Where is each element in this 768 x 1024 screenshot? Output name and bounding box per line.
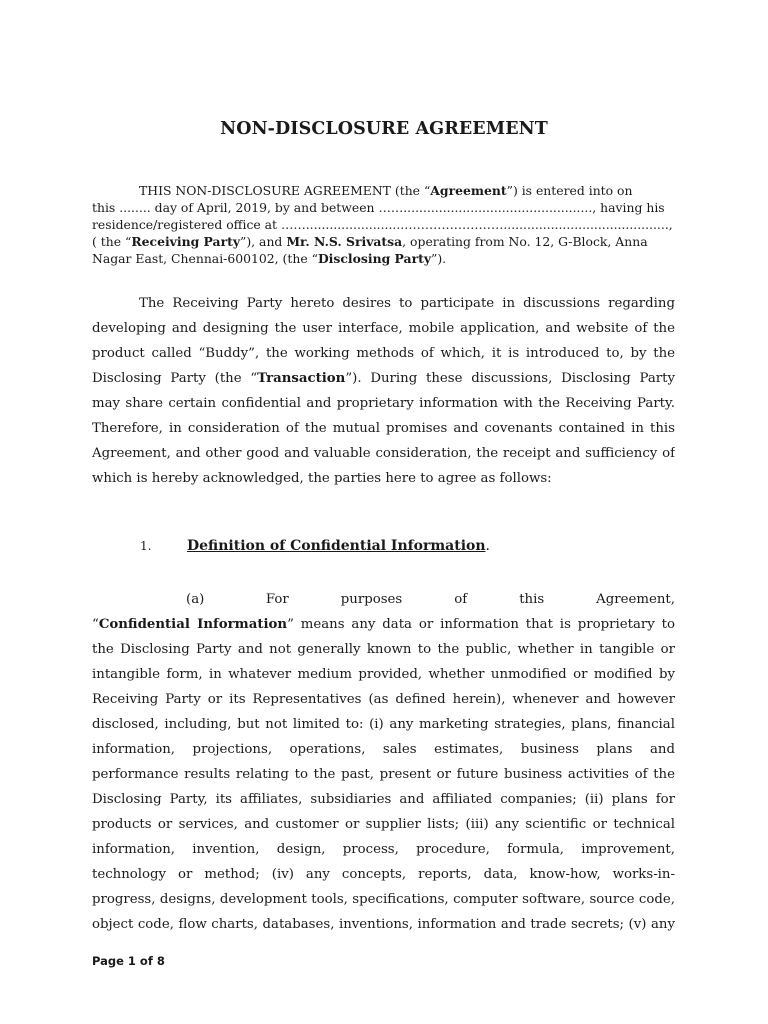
recital-paragraph [92, 291, 675, 491]
defined-term: Confidential Information [98, 617, 288, 632]
clause-line: disclosed, including, but not limited to: (i) any marketing strategies, plans, financial [92, 717, 675, 732]
section-title: Definition of Confidential Information [187, 538, 486, 554]
text: Disclosing Party (the “ [92, 371, 258, 386]
text: ( the “ [92, 234, 132, 249]
preamble-line: residence/registered office at …….........................…………………….........................................., [92, 217, 673, 232]
text: ”). [431, 251, 447, 266]
clause-line: intangible form, in whatever medium provided, whether unmodified or modified by [92, 667, 675, 682]
defined-term: Agreement [430, 183, 507, 198]
preamble-paragraph [92, 182, 672, 267]
preamble-line: this ........ day of April, 2019, by and between ……................................................, having his [92, 200, 665, 215]
party-name: Mr. N.S. Srivatsa [286, 234, 403, 249]
defined-term: Receiving Party [131, 234, 241, 249]
clause-line: technology or method; (iv) any concepts, reports, data, know-how, works-in- [92, 867, 675, 882]
clause-line [92, 612, 675, 637]
text: Nagar East, Chennai-600102, (the “ [92, 251, 318, 266]
defined-term: Disclosing Party [317, 251, 432, 266]
clause-line: progress, designs, development tools, specifications, computer software, source code, [92, 892, 675, 907]
section-1-heading [140, 538, 490, 554]
recital-line: may share certain confidential and proprietary information with the Receiving Party. [92, 396, 675, 411]
clause-a-paragraph [92, 587, 675, 937]
word: purposes [340, 592, 403, 607]
document-title: NON-DISCLOSURE AGREEMENT [220, 119, 548, 139]
clause-line: the Disclosing Party and not generally known to the public, whether in tangible or [92, 642, 675, 657]
preamble-line [92, 182, 672, 199]
page-number: Page 1 of 8 [92, 954, 165, 968]
defined-term: Transaction [257, 371, 346, 386]
word: this [519, 592, 545, 607]
clause-line: information, invention, design, process, procedure, formula, improvement, [92, 842, 675, 857]
text: “ [92, 617, 99, 632]
preamble-line [92, 250, 672, 267]
text: ” means any data or information that is proprietary to [287, 617, 675, 632]
clause-line: Receiving Party or its Representatives (as defined herein), whenever and however [92, 692, 675, 707]
word: of [454, 592, 468, 607]
preamble-line [92, 233, 672, 250]
recital-line: developing and designing the user interface, mobile application, and website of the [92, 321, 675, 336]
clause-line: Disclosing Party, its affiliates, subsidiaries and affiliated companies; (ii) plans for [92, 792, 675, 807]
text: ”), and [240, 234, 287, 249]
clause-line: performance results relating to the past, present or future business activities of the [92, 767, 675, 782]
recital-line: product called “Buddy”, the working methods of which, it is introduced to, by the [92, 346, 675, 361]
text: ”). During these discussions, Disclosing Party [345, 371, 675, 386]
clause-line: object code, flow charts, databases, inventions, information and trade secrets; (v) any [92, 917, 675, 932]
recital-line: Therefore, in consideration of the mutual promises and covenants contained in this [92, 421, 675, 436]
text: THIS NON-DISCLOSURE AGREEMENT (the “ [139, 183, 431, 198]
word: Agreement, [596, 592, 675, 607]
recital-line [92, 366, 675, 391]
text: , operating from No. 12, G-Block, Anna [402, 234, 648, 249]
clause-line [92, 587, 675, 612]
word: For [265, 592, 289, 607]
recital-line: Agreement, and other good and valuable consideration, the receipt and sufficiency of [92, 446, 675, 461]
clause-marker: (a) [186, 592, 205, 607]
text: ”) is entered into on [506, 183, 633, 198]
section-period: . [485, 538, 490, 554]
clause-line: information, projections, operations, sales estimates, business plans and [92, 742, 675, 757]
section-number: 1. [140, 539, 152, 553]
clause-line: products or services, and customer or supplier lists; (iii) any scientific or technical [92, 817, 675, 832]
recital-line: The Receiving Party hereto desires to participate in discussions regarding [139, 296, 675, 311]
recital-line: which is hereby acknowledged, the parties here to agree as follows: [92, 471, 552, 486]
